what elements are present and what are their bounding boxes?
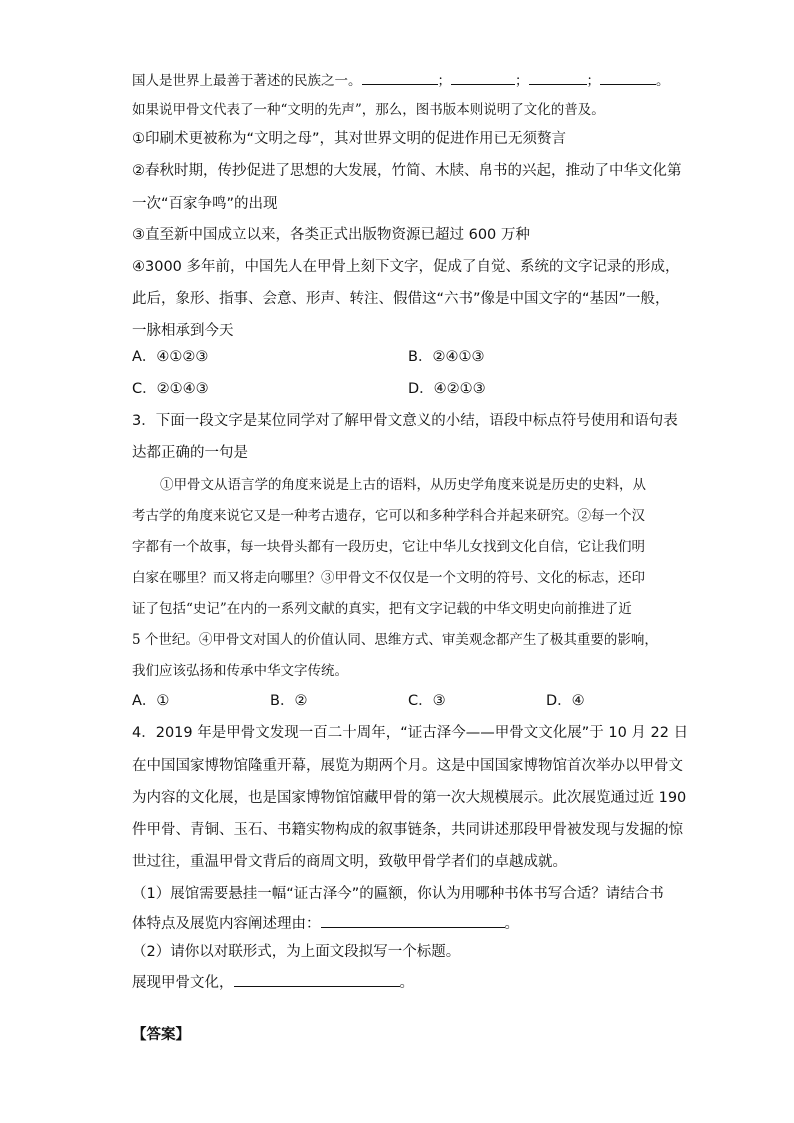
q3-passage-line-5: 证了包括“史记”在内的一系列文献的真实，把有文字记载的中华文明史向前推进了近 <box>132 601 632 617</box>
q3-passage-line-3: 字都有一个故事，每一块骨头都有一段历史，它让中华儿女找到文化自信，它让我们明 <box>132 539 645 555</box>
sentence-1: ①印刷术更被称为“文明之母”，其对世界文明的促进作用已无须赘言 <box>132 131 567 147</box>
q4-sub2-line: （2）请你以对联形式，为上面文段拟写一个标题。 <box>132 944 461 960</box>
q3-passage-line-6: 5 个世纪。④甲骨文对国人的价值认同、思维方式、审美观念都产生了极其重要的影响， <box>132 632 658 648</box>
q4-sub1-line-2: 体特点及展览内容阐述理由： 。 <box>132 913 519 934</box>
intro-line-1: 国人是世界上最善于著述的民族之一。 ； ； ； 。 <box>132 70 670 91</box>
q4-line-2: 在中国国家博物馆隆重开幕，展览为期两个月。这是中国国家博物馆首次举办以甲骨文 <box>132 758 683 774</box>
answer-blank-3[interactable] <box>529 70 587 85</box>
q4-sub1-line-1: （1）展馆需要悬挂一幅“证古泽今”的匾额，你认为用哪种书体书写合适？请结合书 <box>132 886 664 902</box>
sentence-2-line-1: ②春秋时期，传抄促进了思想的大发展，竹简、木牍、帛书的兴起，推动了中华文化第 <box>132 163 682 179</box>
answer-blank-1[interactable] <box>362 70 438 85</box>
q3-passage-line-7: 我们应该弘扬和传承中华文字传统。 <box>132 663 348 679</box>
q4-line-3: 为内容的文化展，也是国家博物馆馆藏甲骨的第一次大规模展示。此次展览通过近 190 <box>132 790 687 806</box>
q4-sub2-answer-blank[interactable] <box>234 972 400 987</box>
sentence-4-line-1: ④3000 多年前，中国先人在甲骨上刻下文字，促成了自觉、系统的文字记录的形成， <box>132 259 680 275</box>
q3-passage-line-2: 考古学的角度来说它又是一种考古遗存，它可以和多种学科合并起来研究。②每一个汉 <box>132 508 645 524</box>
q3-stem-line-1: 3．下面一段文字是某位同学对了解甲骨文意义的小结，语段中标点符号使用和语句表 <box>132 413 678 429</box>
sentence-2-line-2: 一次“百家争鸣”的出现 <box>132 196 278 212</box>
q3-passage-line-1: ①甲骨文从语言学的角度来说是上古的语料，从历史学角度来说是历史的史料，从 <box>160 477 646 493</box>
q3-option-c[interactable]: C．③ <box>408 693 446 709</box>
q4-sub1-answer-blank[interactable] <box>321 913 505 928</box>
q4-line-4: 件甲骨、青铜、玉石、书籍实物构成的叙事链条，共同讲述那段甲骨被发现与发掘的惊 <box>132 822 683 838</box>
q3-passage-line-4: 白家在哪里？而又将走向哪里？③甲骨文不仅仅是一个文明的符号、文化的标志，还印 <box>132 570 645 586</box>
q3-option-a[interactable]: A．① <box>132 693 170 709</box>
sentence-4-line-3: 一脉相承到今天 <box>132 323 234 339</box>
sentence-4-line-2: 此后，象形、指事、会意、形声、转注、假借这“六书”像是中国文字的“基因”一般， <box>132 291 670 307</box>
q3-option-d[interactable]: D．④ <box>546 693 585 709</box>
answer-blank-4[interactable] <box>600 70 656 85</box>
q3-option-b[interactable]: B．② <box>270 693 308 709</box>
q2-option-b[interactable]: B．②④①③ <box>408 349 485 365</box>
answer-blank-2[interactable] <box>451 70 515 85</box>
q4-sub2-answer-line: 展现甲骨文化， 。 <box>132 972 414 993</box>
q2-option-c[interactable]: C．②①④③ <box>132 381 209 397</box>
q2-option-a[interactable]: A．④①②③ <box>132 349 209 365</box>
intro-line-2: 如果说甲骨文代表了一种“文明的先声”，那么，图书版本则说明了文化的普及。 <box>132 102 605 118</box>
q4-line-5: 世过往，重温甲骨文背后的商周文明，致敬甲骨学者们的卓越成就。 <box>132 854 567 870</box>
intro-text: 国人是世界上最善于著述的民族之一。 <box>132 73 362 89</box>
sentence-3: ③直至新中国成立以来，各类正式出版物资源已超过 600 万种 <box>132 227 530 243</box>
q4-line-1: 4．2019 年是甲骨文发现一百二十周年，“证古泽今——甲骨文文化展”于 10 月 22 日 <box>132 725 689 741</box>
answer-heading: 【答案】 <box>132 1027 190 1043</box>
q3-stem-line-2: 达都正确的一句是 <box>132 445 248 461</box>
q2-option-d[interactable]: D．④②①③ <box>408 381 486 397</box>
